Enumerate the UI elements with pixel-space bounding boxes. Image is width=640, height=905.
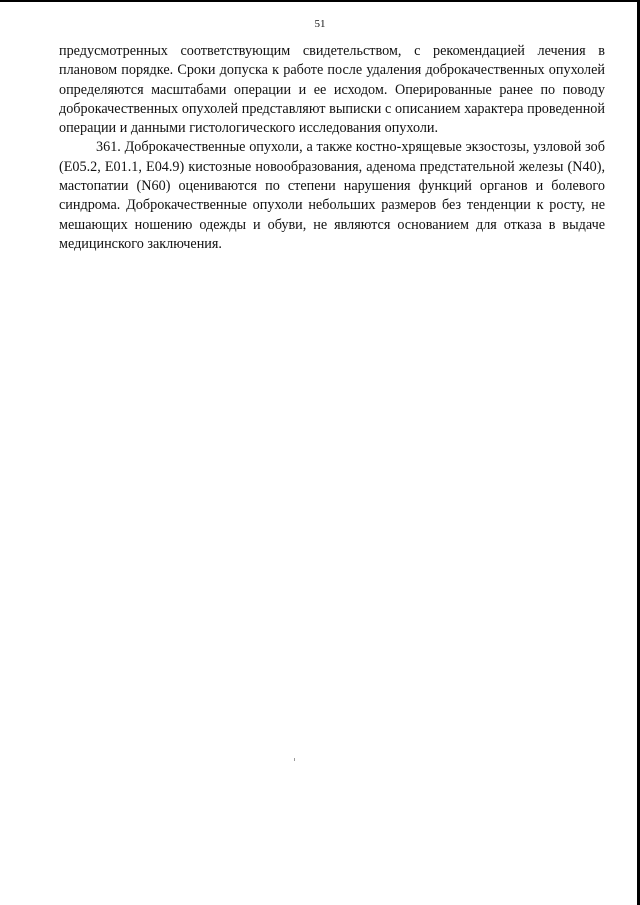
page-number: 51	[314, 18, 326, 30]
body-text	[59, 42, 605, 254]
scan-speck	[294, 758, 295, 761]
scan-border-top	[0, 0, 640, 2]
paragraph-361: 361. Доброкачественные опухоли, а также костно-хрящевые экзостозы, узловой зоб (E05.2, E01.1, E04.9) кистозные новообразования, аденома предстательной железы (N40), мастопатии (N60) оцениваются по степени нарушения функций органов и болевого синдрома. Доброкачественные опухоли небольших размеров без тенденции к росту, не мешающих ношению одежды и обуви, не являются основанием для отказа в выдаче медицинского заключения.	[59, 139, 605, 252]
paragraph-continued: предусмотренных соответствующим свидетельством, с рекомендацией лечения в плановом порядке. Сроки допуска к работе после удаления доброкачественных опухолей определяются масштабами операции и ее исходом. Оперированные ранее по поводу доброкачественных опухолей представляют выписки с описанием характера проведенной операции и данными гистологического исследования опухоли.	[59, 43, 605, 137]
